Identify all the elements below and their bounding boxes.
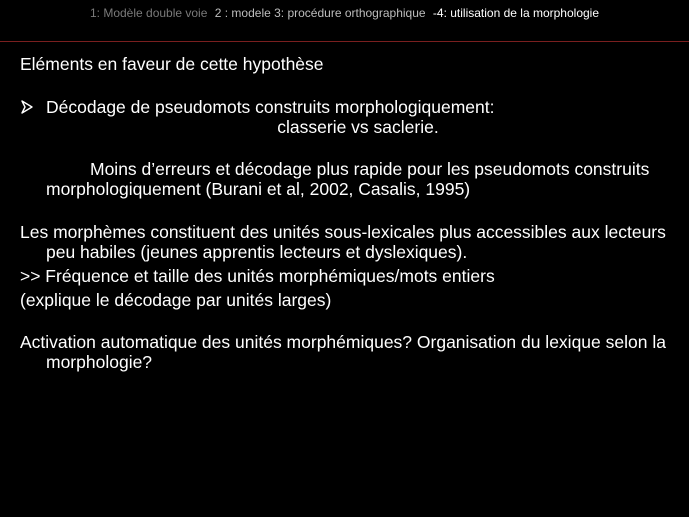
morphemes-paragraph: Les morphèmes constituent des unités sous-lexicales plus accessibles aux lecteurs peu habiles (jeunes apprentis lecteurs et dyslexiques). [20,222,666,262]
slide-heading: Eléments en faveur de cette hypothèse [20,54,324,74]
activation-paragraph: Activation automatique des unités morphémiques? Organisation du lexique selon la morphologie? [20,332,666,372]
slide-navigation [0,6,689,20]
nav-item-double-route[interactable]: 1: Modèle double voie [89,6,208,20]
bullet-item [20,97,670,117]
bullet-text: Décodage de pseudomots construits morphologiquement: [46,97,495,117]
header-divider [0,41,689,42]
nav-item-orthographic[interactable]: 2 : modele 3: procédure orthographique [214,6,426,20]
explanation-line: (explique le décodage par unités larges) [20,290,332,310]
frequency-line: >> Fréquence et taille des unités morphémiques/mots entiers [20,266,495,286]
result-paragraph: Moins d’erreurs et décodage plus rapide pour les pseudomots construits morphologiquement (Burani et al, 2002, Casalis, 1995) [46,159,650,199]
nav-item-morphology[interactable]: -4: utilisation de la morphologie [432,6,600,20]
pseudoword-example: classerie vs saclerie. [277,117,439,137]
slide-body [20,54,670,372]
arrow-bullet-icon [20,100,34,114]
